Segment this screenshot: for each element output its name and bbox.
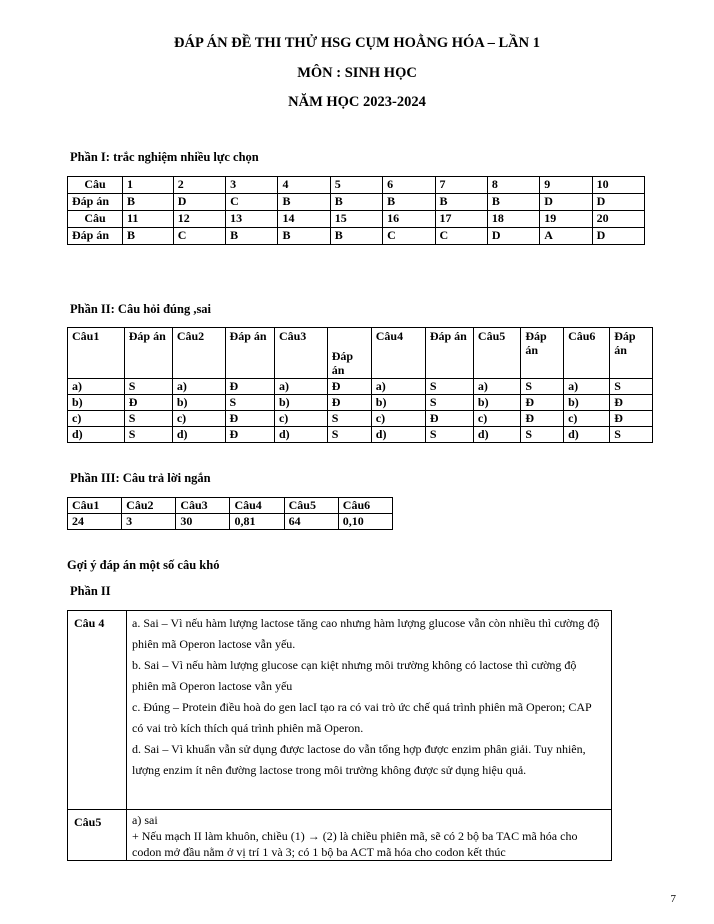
answer-cell: D bbox=[592, 194, 644, 211]
part2-cell: d) bbox=[172, 427, 225, 443]
part2-cell: S bbox=[225, 395, 274, 411]
answer-cell: B bbox=[123, 228, 174, 245]
part1-heading: Phần I: trắc nghiệm nhiều lực chọn bbox=[70, 150, 259, 164]
answer-cell: B bbox=[435, 194, 487, 211]
hint-row bbox=[68, 810, 612, 861]
answer-cell: C bbox=[435, 228, 487, 245]
answer-cell: C bbox=[226, 194, 278, 211]
part1-answer-row bbox=[68, 194, 645, 211]
part3-value-cell: 64 bbox=[284, 514, 338, 530]
answer-cell: D bbox=[592, 228, 644, 245]
part2-cell: c) bbox=[68, 411, 125, 427]
question-number-cell: 10 bbox=[592, 177, 644, 194]
part3-header-cell: Câu2 bbox=[122, 498, 176, 514]
part2-cell: a) bbox=[172, 379, 225, 395]
answer-label-cell: Đáp án bbox=[68, 228, 123, 245]
doc-subject: MÔN : SINH HỌC bbox=[297, 65, 417, 81]
part2-cell: c) bbox=[371, 411, 425, 427]
part2-cell: a) bbox=[371, 379, 425, 395]
hint-line: + Nếu mạch II làm khuôn, chiều (1) → (2) là chiều phiên mã, sẽ có 2 bộ ba TAC mã hóa cho codon mở đầu nằm ở vị trí 1 và 3; có 1 bộ ba ACT mã hóa cho codon kết thúc bbox=[132, 829, 578, 859]
answer-cell: D bbox=[487, 228, 539, 245]
part2-cell: S bbox=[124, 411, 172, 427]
question-number-cell: 15 bbox=[330, 211, 382, 228]
part2-cell: a) bbox=[564, 379, 610, 395]
question-number-cell: 7 bbox=[435, 177, 487, 194]
answer-cell: B bbox=[487, 194, 539, 211]
answer-cell: C bbox=[383, 228, 435, 245]
hint-line: a) sai bbox=[132, 813, 158, 827]
part2-cell: Đ bbox=[225, 411, 274, 427]
question-number-cell: 13 bbox=[226, 211, 278, 228]
answer-cell: B bbox=[226, 228, 278, 245]
answer-cell: B bbox=[278, 194, 330, 211]
part2-header-cell: Câu4 bbox=[371, 328, 425, 379]
part2-cell: b) bbox=[274, 395, 327, 411]
question-number-cell: 4 bbox=[278, 177, 330, 194]
part2-cell: S bbox=[425, 395, 473, 411]
part1-question-row bbox=[68, 177, 645, 194]
part2-cell: c) bbox=[172, 411, 225, 427]
answer-cell: B bbox=[330, 194, 382, 211]
question-number-cell: 1 bbox=[123, 177, 174, 194]
part2-cell: Đ bbox=[225, 379, 274, 395]
part2-cell: c) bbox=[564, 411, 610, 427]
part2-header-cell: Câu3 bbox=[274, 328, 327, 379]
answer-cell: B bbox=[123, 194, 174, 211]
answer-cell: D bbox=[540, 194, 592, 211]
part3-value-cell: 24 bbox=[68, 514, 122, 530]
answer-cell: B bbox=[383, 194, 435, 211]
question-number-cell: 2 bbox=[173, 177, 225, 194]
part2-cell: Đ bbox=[327, 379, 371, 395]
part3-header-cell: Câu5 bbox=[284, 498, 338, 514]
part2-header-cell: Câu1 bbox=[68, 328, 125, 379]
part2-cell: Đ bbox=[124, 395, 172, 411]
part3-header-cell: Câu6 bbox=[338, 498, 392, 514]
page-number: 7 bbox=[670, 893, 676, 905]
question-number-cell: 12 bbox=[173, 211, 225, 228]
hint-heading: Gợi ý đáp án một số câu khó bbox=[67, 558, 220, 572]
question-number-cell: 16 bbox=[383, 211, 435, 228]
part2-heading: Phần II: Câu hỏi đúng ,sai bbox=[70, 302, 212, 316]
part2-cell: b) bbox=[564, 395, 610, 411]
part2-cell: d) bbox=[371, 427, 425, 443]
question-number-cell: 20 bbox=[592, 211, 644, 228]
part2-cell: Đ bbox=[610, 395, 653, 411]
part3-heading: Phần III: Câu trả lời ngắn bbox=[70, 471, 211, 485]
part1-question-row bbox=[68, 211, 645, 228]
part3-value-cell: 0,10 bbox=[338, 514, 392, 530]
part2-cell: d) bbox=[473, 427, 520, 443]
question-number-cell: 14 bbox=[278, 211, 330, 228]
part3-value-cell: 0,81 bbox=[230, 514, 284, 530]
part2-cell: c) bbox=[274, 411, 327, 427]
part2-cell: b) bbox=[371, 395, 425, 411]
part2-cell: S bbox=[425, 379, 473, 395]
part2-cell: a) bbox=[68, 379, 125, 395]
hint-row bbox=[68, 611, 612, 810]
part2-header-cell: Đáp án bbox=[610, 328, 653, 379]
part2-cell: S bbox=[521, 379, 564, 395]
hint-content bbox=[127, 611, 612, 810]
part2-cell: Đ bbox=[610, 411, 653, 427]
question-number-cell: 11 bbox=[123, 211, 174, 228]
part2-row bbox=[68, 427, 653, 443]
part3-header-cell: Câu1 bbox=[68, 498, 122, 514]
question-number-cell: 17 bbox=[435, 211, 487, 228]
part2-cell: b) bbox=[172, 395, 225, 411]
question-number-cell: 5 bbox=[330, 177, 382, 194]
part2-cell: Đ bbox=[521, 411, 564, 427]
part2-cell: a) bbox=[473, 379, 520, 395]
question-number-cell: 18 bbox=[487, 211, 539, 228]
question-number-cell: 6 bbox=[383, 177, 435, 194]
part3-value-cell: 3 bbox=[122, 514, 176, 530]
part2-header-row bbox=[68, 328, 653, 379]
hints-table bbox=[67, 610, 612, 861]
question-number-cell: 19 bbox=[540, 211, 592, 228]
hint-content bbox=[127, 810, 612, 861]
part2-cell: S bbox=[124, 379, 172, 395]
part3-header-cell: Câu4 bbox=[230, 498, 284, 514]
hint-line: b. Sai – Vì nếu hàm lượng glucose cạn kiệt nhưng môi trường không có lactose thì cường độ phiên mã Operon lactose vẫn yếu bbox=[132, 658, 577, 693]
part2-cell: S bbox=[327, 427, 371, 443]
part2-table bbox=[67, 327, 653, 443]
part1-answer-row bbox=[68, 228, 645, 245]
hint-line: d. Sai – Vì khuẩn vẫn sử dụng được lactose do vẫn tổng hợp được enzim phân giải. Tuy nhiên, lượng enzim ít nên đường lactose trong môi trường không được sử dụng hiệu quả. bbox=[132, 742, 586, 777]
question-label-cell: Câu bbox=[68, 177, 123, 194]
answer-cell: D bbox=[173, 194, 225, 211]
part2-cell: S bbox=[425, 427, 473, 443]
hint-line: c. Đúng – Protein điều hoà do gen lacI tạo ra có vai trò ức chế quá trình phiên mã Operon; CAP có vai trò kích thích quá trình phiên mã Operon. bbox=[132, 700, 592, 735]
part2-header-cell: Câu6 bbox=[564, 328, 610, 379]
answer-label-cell: Đáp án bbox=[68, 194, 123, 211]
part2-cell: S bbox=[521, 427, 564, 443]
part2-cell: S bbox=[327, 411, 371, 427]
part2-header-cell: Đáp án bbox=[425, 328, 473, 379]
answer-cell: A bbox=[540, 228, 592, 245]
answer-cell: B bbox=[278, 228, 330, 245]
answer-cell: C bbox=[173, 228, 225, 245]
part2-cell: b) bbox=[473, 395, 520, 411]
part2-cell: c) bbox=[473, 411, 520, 427]
question-label-cell: Câu bbox=[68, 211, 123, 228]
part2-header-cell: Câu5 bbox=[473, 328, 520, 379]
part3-value-cell: 30 bbox=[176, 514, 230, 530]
part2-header-cell: Đáp án bbox=[521, 328, 564, 379]
part2-row bbox=[68, 411, 653, 427]
part1-table bbox=[67, 176, 645, 245]
hint-part-label: Phần II bbox=[70, 584, 111, 598]
part2-cell: Đ bbox=[225, 427, 274, 443]
part2-cell: S bbox=[610, 427, 653, 443]
part2-header-cell: Đáp án bbox=[124, 328, 172, 379]
part2-header-cell: Đáp án bbox=[327, 328, 371, 379]
part2-cell: Đ bbox=[521, 395, 564, 411]
hint-question-label: Câu 4 bbox=[68, 611, 127, 810]
part2-header-cell: Đáp án bbox=[225, 328, 274, 379]
part2-row bbox=[68, 395, 653, 411]
part3-header-cell: Câu3 bbox=[176, 498, 230, 514]
question-number-cell: 9 bbox=[540, 177, 592, 194]
answer-cell: B bbox=[330, 228, 382, 245]
part2-cell: d) bbox=[68, 427, 125, 443]
question-number-cell: 8 bbox=[487, 177, 539, 194]
part2-cell: b) bbox=[68, 395, 125, 411]
part2-cell: S bbox=[124, 427, 172, 443]
part2-cell: S bbox=[610, 379, 653, 395]
part2-cell: a) bbox=[274, 379, 327, 395]
doc-year: NĂM HỌC 2023-2024 bbox=[288, 94, 426, 110]
part2-cell: d) bbox=[564, 427, 610, 443]
doc-title: ĐÁP ÁN ĐỀ THI THỬ HSG CỤM HOẰNG HÓA – LẦN 1 bbox=[174, 35, 540, 51]
hint-line: a. Sai – Vì nếu hàm lượng lactose tăng cao nhưng hàm lượng glucose vẫn còn nhiều thì cường độ phiên mã Operon lactose vẫn yếu. bbox=[132, 616, 600, 651]
hint-question-label: Câu5 bbox=[68, 810, 127, 861]
part2-cell: Đ bbox=[327, 395, 371, 411]
question-number-cell: 3 bbox=[226, 177, 278, 194]
part2-header-cell: Câu2 bbox=[172, 328, 225, 379]
part2-cell: d) bbox=[274, 427, 327, 443]
part3-value-row bbox=[68, 514, 393, 530]
part3-header-row bbox=[68, 498, 393, 514]
part3-table bbox=[67, 497, 393, 530]
part2-cell: Đ bbox=[425, 411, 473, 427]
part2-row bbox=[68, 379, 653, 395]
